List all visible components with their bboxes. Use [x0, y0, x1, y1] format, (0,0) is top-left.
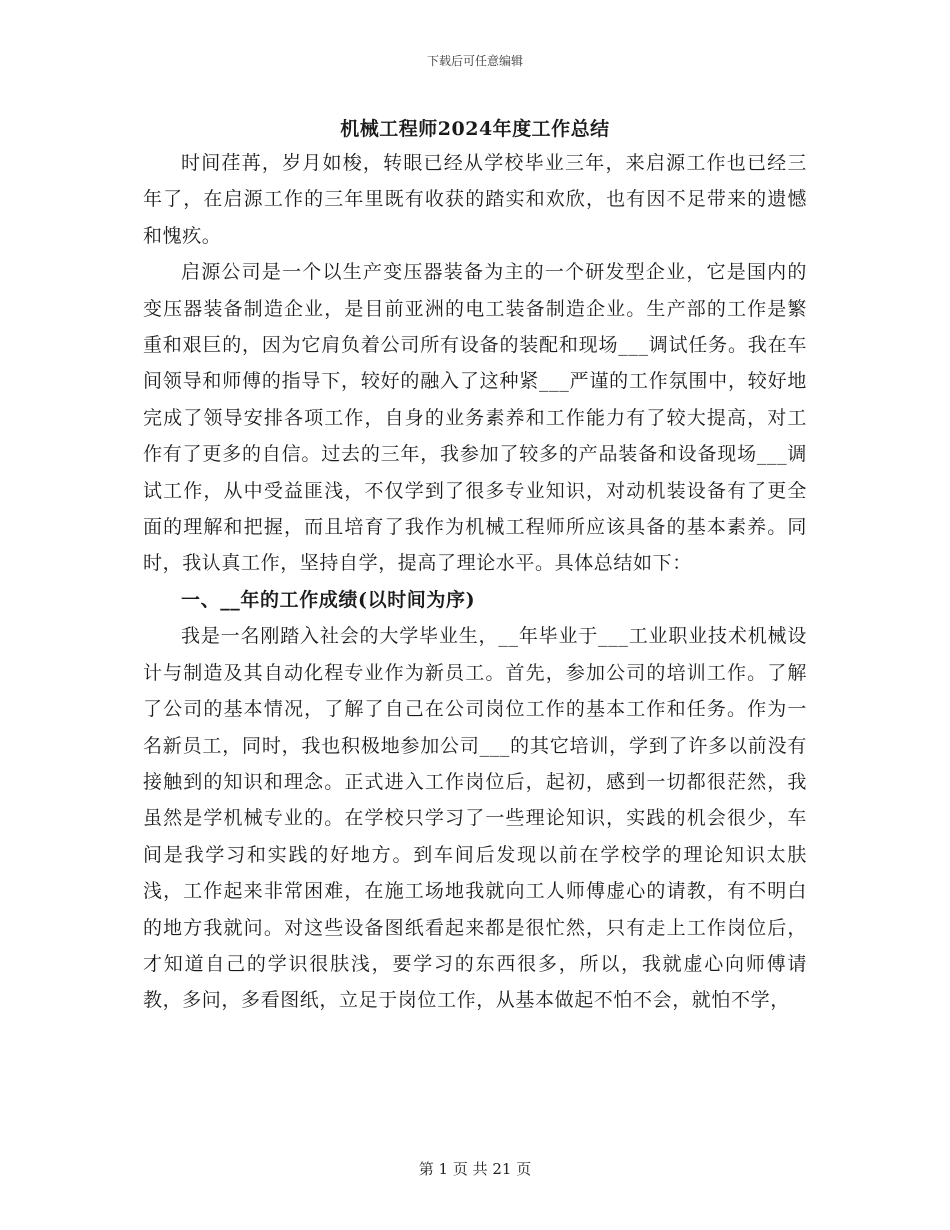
page-header-note: 下载后可任意编辑 — [426, 54, 523, 68]
page-footer-number: 第 1 页 共 21 页 — [418, 1160, 532, 1178]
document-body — [143, 145, 807, 1019]
paragraph-company: 启源公司是一个以生产变压器装备为主的一个研发型企业，它是国内的变压器装备制造企业，是目前亚洲的电工装备制造企业。生产部的工作是繁重和艰巨的，因为它肩负着公司所有设备的装配和现场___调试任务。我在车间领导和师傅的指导下，较好的融入了这种紧___严谨的工作氛围中，较好地完成了领导安排各项工作，自身的业务素养和工作能力有了较大提高，对工作有了更多的自信。过去的三年，我参加了较多的产品装备和设备现场___调试工作，从中受益匪浅，不仅学到了很多专业知识，对动机装设备有了更全面的理解和把握，而且培育了我作为机械工程师所应该具备的基本素养。同时，我认真工作，坚持自学，提高了理论水平。具体总结如下： — [143, 261, 807, 575]
paragraph-section-one: 我是一名刚踏入社会的大学毕业生，__年毕业于___工业职业技术机械设计与制造及其自动化程专业作为新员工。首先，参加公司的培训工作。了解了公司的基本情况，了解了自己在公司岗位工作的基本工作和任务。作为一名新员工，同时，我也积极地参加公司___的其它培训，学到了许多以前没有接触到的知识和理念。正式进入工作岗位后，起初，感到一切都很茫然，我虽然是学机械专业的。在学校只学习了一些理论知识，实践的机会很少，车间是我学习和实践的好地方。到车间后发现以前在学校学的理论知识太肤浅，工作起来非常困难，在施工场地我就向工人师傅虚心的请教，有不明白的地方我就问。对这些设备图纸看起来都是很忙然，只有走上工作岗位后，才知道自己的学识很肤浅，要学习的东西很多，所以，我就虚心向师傅请教，多问，多看图纸，立足于岗位工作，从基本做起不怕不会，就怕不学， — [143, 625, 807, 1012]
document-title: 机械工程师2024年度工作总结 — [340, 118, 610, 140]
paragraph-intro: 时间荏苒，岁月如梭，转眼已经从学校毕业三年，来启源工作也已经三年了，在启源工作的三年里既有收获的踏实和欢欣，也有因不足带来的遗憾和愧疚。 — [143, 152, 807, 247]
section-heading: 一、__年的工作成绩(以时间为序) — [181, 588, 476, 611]
